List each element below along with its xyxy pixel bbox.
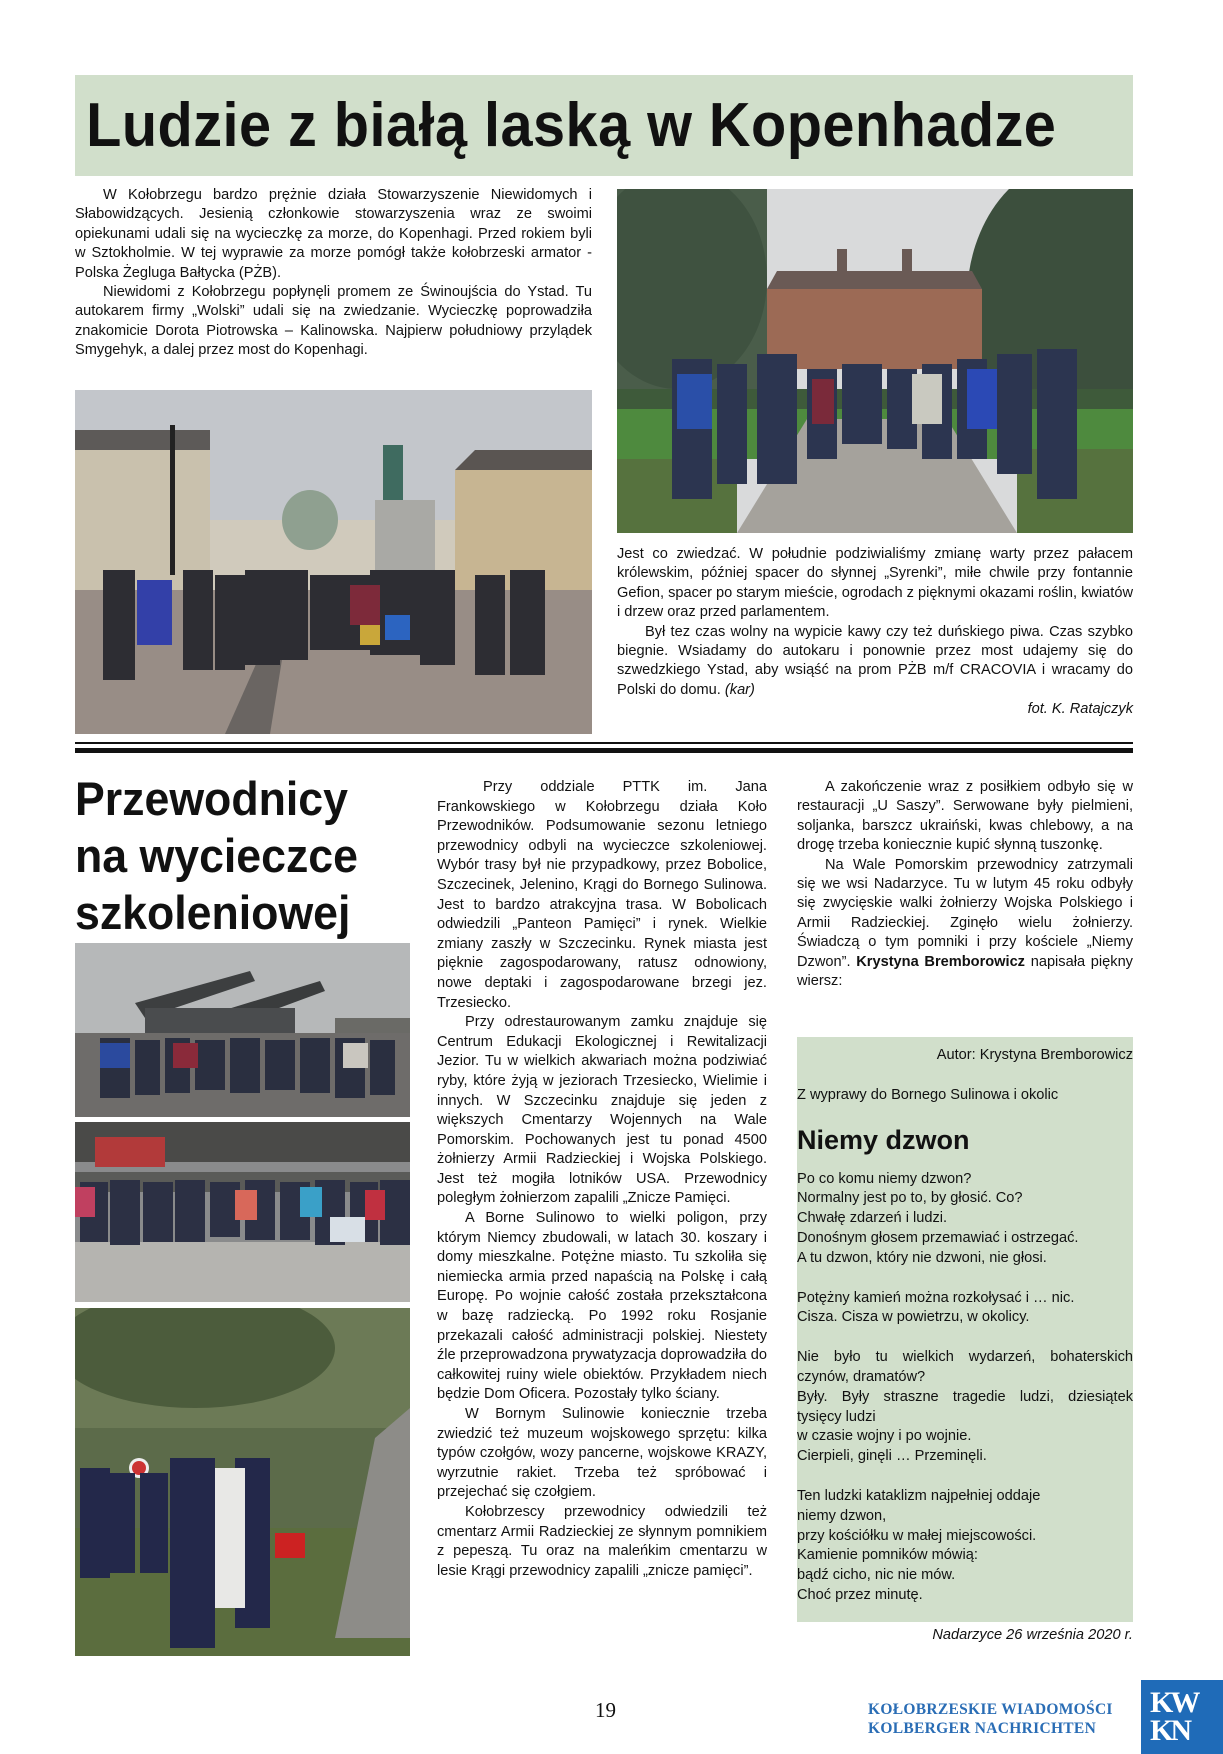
poem-place-date: Nadarzyce 26 września 2020 r. xyxy=(932,1626,1133,1643)
photo-cemetery-memorial xyxy=(75,1308,410,1656)
poem-stanza xyxy=(797,1289,1133,1329)
article1-intro xyxy=(75,186,592,361)
poem-line: Były. Były straszne tragedie ludzi, dziesiątek xyxy=(797,1388,1133,1405)
paragraph: A zakończenie wraz z posiłkiem odbyło się w restauracji „U Saszy”. Serwowane były pielmieni, soljanka, barszcz ukraiński, kwas chlebowy, a na drogę trzeba koniecznie kupić słynną tuszonkę. xyxy=(797,779,1133,854)
poem-line: niemy dzwon, xyxy=(797,1507,887,1524)
paragraph-text: Na Wale Pomorskim przewodnicy zatrzymali się we wsi Nadarzyce. Tu w lutym 45 roku odbyły się zwycięskie walki żołnierzy Wojska Polskiego i Armii Radzieckiej. Zginęło wielu żołnierzy. Świadczą o tym pomniki i przy kościele „Niemy Dzwon”. xyxy=(797,856,1133,970)
poem-stanza xyxy=(797,1348,1133,1467)
author-signature: (kar) xyxy=(724,681,755,698)
poem-line: w czasie wojny i po wojnie. xyxy=(797,1428,972,1445)
poem-line: Cisza. Cisza w powietrzu, w okolicy. xyxy=(797,1309,1030,1326)
poem-line: Normalny jest po to, by głosić. Co? xyxy=(797,1190,1023,1207)
paragraph: W Bornym Sulinowie koniecznie trzeba zwiedzić też muzeum wojskowego sprzętu: kilka typów czołgów, wozy pancerne, wojskowe KRAZY, wyrzutnie rakiet. Trzeba też spróbować i przejechać się czołgiem. xyxy=(437,1406,767,1501)
page-number: 19 xyxy=(595,1698,616,1722)
poem-line: Donośnym głosem przemawiać i ostrzegać. xyxy=(797,1229,1079,1246)
poem-line: A tu dzwon, który nie dzwoni, nie głosi. xyxy=(797,1249,1047,1266)
article2-column-3 xyxy=(797,778,1133,991)
logo-text-top: KW xyxy=(1150,1686,1198,1719)
masthead-line: KOŁOBRZESKIE WIADOMOŚCI xyxy=(868,1701,1113,1718)
photo-credit: fot. K. Ratajczyk xyxy=(1027,701,1133,718)
paragraph: Kołobrzescy przewodnicy odwiedzili też cmentarz Armii Radzieckiej ze słynnym pomnikiem z pepeszą. Tu oraz na maleńkim cmentarzu w lesie Krągi przewodnicy zapalili „znicze pamięci”. xyxy=(437,1503,767,1579)
paragraph-text: napisała piękny wiersz: xyxy=(797,953,1133,990)
article1-continuation xyxy=(617,545,1133,720)
poem-line: Ten ludzki kataklizm najpełniej oddaje xyxy=(797,1487,1041,1504)
poem-line: Potężny kamień można rozkołysać i … nic. xyxy=(797,1289,1075,1306)
poem-line: bądź cicho, nic nie mów. xyxy=(797,1567,956,1584)
title-line: Przewodnicy xyxy=(75,772,348,825)
section-divider-thick xyxy=(75,748,1133,753)
paragraph: Jest co zwiedzać. W południe podziwialiśmy zmianę warty przez pałacem królewskim, później spacer do słynnej „Syrenki”, miłe chwile przy fontannie Gefion, spacer po starym mieście, ogrodach z pięknymi okazami roślin, kwiatów i drzew oraz przed parlamentem. xyxy=(617,546,1133,621)
paragraph-text: Był tez czas wolny na wypicie kawy czy też duńskiego piwa. Czas szybko biegnie. Wsiadamy do autokaru i ponownie przez most udajemy się do szwedzkiego Ystad, aby wsiąść na prom PŻB m/f CRACOVIA i wracamy do Polski do domu. xyxy=(617,623,1133,698)
poem-line: Cierpieli, ginęli … Przeminęli. xyxy=(797,1448,987,1465)
article2-column-2 xyxy=(437,778,767,1581)
article2-title xyxy=(75,770,389,941)
poem-author: Autor: Krystyna Bremborowicz xyxy=(936,1047,1133,1063)
paragraph xyxy=(797,856,1133,992)
poem-box xyxy=(797,1037,1133,1643)
photo-amalienborg-square xyxy=(75,390,592,734)
paragraph: W Kołobrzegu bardzo prężnie działa Stowarzyszenie Niewidomych i Słabowidzących. Jesienią członkowie stowarzyszenia wraz ze swoimi opiekunami udali się na wycieczkę za morze, do Kopenhagi. Przed rokiem byli w Sztokholmie. W tej wyprawie za morze pomógł także kołobrzeski armator - Polska Żegluga Bałtycka (PŻB). xyxy=(75,187,592,281)
poet-name: Krystyna Bremborowicz xyxy=(856,953,1025,970)
paragraph: Przy oddziale PTTK im. Jana Frankowskiego w Kołobrzegu działa Koło Przewodników. Podsumowanie sezonu letniego przewodnicy odbyli na wycieczce szkoleniowej. Wybór trasy był nie przypadkowy, przez Bobolice, Szczecinek, Jelenino, Krągi do Bornego Sulinowa. Jest to bardzo atrakcyjna trasa. W Bobolicach odwiedzili „Panteon Pamięci” i rynek. Wielkie zmiany zaszły w Szczecinku. Rynek miasta jest pięknie zagospodarowany, ratusz odnowiony, nowe deptaki i zagospodarowane brzegi jez. Trzesiecko. xyxy=(437,779,767,1011)
poem-line: Kamienie pomników mówią: xyxy=(797,1547,978,1564)
masthead-line: KOLBERGER NACHRICHTEN xyxy=(868,1720,1097,1737)
poem-line: czynów, dramatów? xyxy=(797,1368,926,1385)
poem-line: Choć przez minutę. xyxy=(797,1586,923,1603)
logo-text-bottom: KN xyxy=(1150,1714,1189,1747)
photo-copenhagen-garden xyxy=(617,189,1133,533)
poem-subtitle: Z wyprawy do Bornego Sulinowa i okolic xyxy=(797,1086,1059,1103)
photo-military-museum-hangar xyxy=(75,1122,410,1302)
paragraph: A Borne Sulinowo to wielki poligon, przy którym Niemcy zbudowali, w latach 30. koszary i domy mieszkalne. Potężne miasto. Tu szkoliła się niemiecka armia przed napaścią na Polskę i całą Europę. Po wojnie całość została przekształcona w bazę radziecką. Po 1992 roku Rosjanie przekazali całość administracji polskiej. Niestety źle przeprowadzona prywatyzacja doprowadziła do całkowitej ruiny wiele obiektów. Przykładem niech będzie Dom Oficera. Pozostały tylko ściany. xyxy=(437,1210,767,1403)
poem-line: tysięcy ludzi xyxy=(797,1408,876,1425)
poem-stanza xyxy=(797,1170,1133,1269)
masthead xyxy=(868,1700,1113,1738)
poem-line: Chwałę zdarzeń i ludzi. xyxy=(797,1210,948,1227)
poem-line: Po co komu niemy dzwon? xyxy=(797,1170,972,1187)
photo-missile-launchers xyxy=(75,943,410,1117)
publication-logo xyxy=(1141,1680,1223,1754)
article-title: Ludzie z białą laską w Kopenhadze xyxy=(86,91,1057,160)
article-title-band xyxy=(75,75,1133,176)
paragraph: Przy odrestaurowanym zamku znajduje się Centrum Edukacji Ekologicznej i Rewitalizacji Jezior. Tu w wielkich akwariach można podziwiać ryby, które żyją w jeziorach Trzesiecko, Wielimie i innych. W Szczecinku znajduje się jeden z większych Cmentarzy Wojennych na Wale Pomorskim. Pochowanych jest tu ponad 4500 żołnierzy Armii Radzieckiej i Wojska Polskiego. Jest też mogiła lotników USA. Przewodnicy poległym żołnierzom zapalili „Znicze Pamięci. xyxy=(437,1014,767,1207)
title-line: na wycieczce xyxy=(75,829,358,882)
title-line: szkoleniowej xyxy=(75,886,351,939)
paragraph: Niewidomi z Kołobrzegu popłynęli promem ze Świnoujścia do Ystad. Tu autokarem firmy „Wolski” udali się na zwiedzanie. Wycieczkę poprowadziła znakomicie Dorota Piotrowska – Kalinowska. Najpierw południowy przylądek Smygehyk, a dalej przez most do Kopenhagi. xyxy=(75,284,592,359)
paragraph xyxy=(617,623,1133,701)
section-divider-thin xyxy=(75,742,1133,744)
poem-line: Nie było tu wielkich wydarzeń, bohaterskich xyxy=(797,1349,1133,1366)
poem-title: Niemy dzwon xyxy=(797,1124,970,1155)
poem-stanza xyxy=(797,1487,1133,1606)
poem-line: przy kościółku w małej miejscowości. xyxy=(797,1527,1037,1544)
